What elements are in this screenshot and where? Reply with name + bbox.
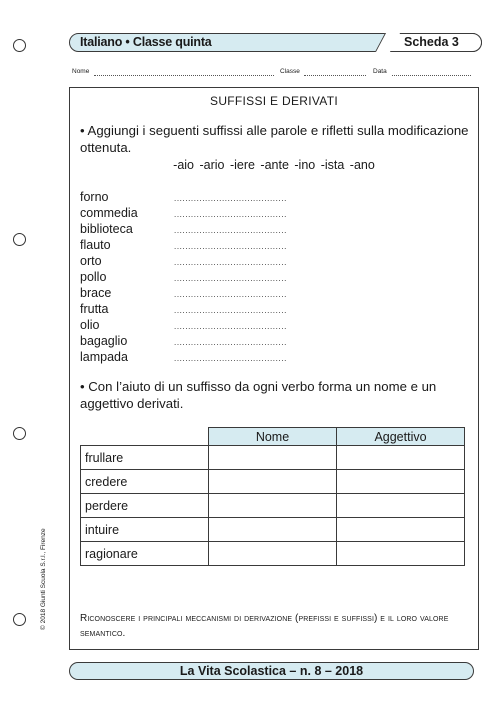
binder-hole-1	[13, 39, 26, 52]
answer-line[interactable]: ........................................	[174, 258, 287, 267]
nome-answer-cell[interactable]	[209, 542, 337, 566]
nome-label: Nome	[72, 68, 90, 75]
header-tab	[389, 33, 482, 52]
verb-cell: frullare	[81, 446, 209, 470]
header-title: Italiano • Classe quinta	[80, 35, 212, 49]
word-row	[80, 238, 310, 254]
footer-bar	[69, 662, 474, 680]
worksheet-content	[69, 87, 479, 650]
data-field[interactable]	[392, 75, 471, 76]
base-word: bagaglio	[80, 334, 128, 348]
column-header-nome: Nome	[209, 428, 337, 446]
base-word: forno	[80, 190, 109, 204]
answer-line[interactable]: ........................................	[174, 322, 287, 331]
exercise-1-instruction: • Aggiungi i seguenti suffissi alle parole e rifletti sulla modificazione ottenuta.	[80, 123, 469, 155]
learning-objective: Riconoscere i principali meccanismi di derivazione (prefissi e suffissi) e il loro valore semantico.	[80, 613, 449, 639]
derivation-table	[80, 427, 465, 566]
nome-answer-cell[interactable]	[209, 470, 337, 494]
answer-line[interactable]: ........................................	[174, 210, 287, 219]
answer-line[interactable]: ........................................	[174, 194, 287, 203]
student-fields	[72, 68, 472, 80]
verb-cell: ragionare	[81, 542, 209, 566]
binder-hole-2	[13, 233, 26, 246]
nome-answer-cell[interactable]	[209, 446, 337, 470]
binder-hole-3	[13, 427, 26, 440]
base-word: commedia	[80, 206, 138, 220]
header-bar	[69, 33, 482, 52]
worksheet-title: SUFFISSI E DERIVATI	[210, 94, 338, 108]
suffix-list: -aio -ario -iere -ante -ino -ista -ano	[173, 158, 375, 172]
table-row	[81, 542, 465, 566]
aggettivo-answer-cell[interactable]	[337, 542, 465, 566]
answer-line[interactable]: ........................................	[174, 354, 287, 363]
aggettivo-answer-cell[interactable]	[337, 518, 465, 542]
word-row	[80, 270, 310, 286]
exercise-2-instruction: • Con l’aiuto di un suffisso da ogni verbo forma un nome e un aggettivo derivati.	[80, 379, 437, 411]
word-row	[80, 206, 310, 222]
base-word: lampada	[80, 350, 128, 364]
word-row	[80, 334, 310, 350]
column-header-aggettivo: Aggettivo	[337, 428, 465, 446]
word-row	[80, 286, 310, 302]
verb-cell: intuire	[81, 518, 209, 542]
aggettivo-answer-cell[interactable]	[337, 494, 465, 518]
nome-answer-cell[interactable]	[209, 494, 337, 518]
verb-cell: perdere	[81, 494, 209, 518]
footer-text: La Vita Scolastica – n. 8 – 2018	[179, 664, 364, 678]
table-row	[81, 470, 465, 494]
word-row	[80, 190, 310, 206]
base-word: frutta	[80, 302, 109, 316]
aggettivo-answer-cell[interactable]	[337, 446, 465, 470]
classe-label: Classe	[280, 68, 300, 75]
nome-answer-cell[interactable]	[209, 518, 337, 542]
table-row	[81, 518, 465, 542]
base-word: olio	[80, 318, 100, 332]
base-word: orto	[80, 254, 102, 268]
data-label: Data	[373, 68, 387, 75]
answer-line[interactable]: ........................................	[174, 306, 287, 315]
base-word: biblioteca	[80, 222, 133, 236]
answer-line[interactable]: ........................................	[174, 290, 287, 299]
classe-field[interactable]	[304, 75, 366, 76]
copyright-notice: © 2018 Giunti Scuola S.r.l., Firenze	[40, 528, 47, 630]
base-word: flauto	[80, 238, 111, 252]
answer-line[interactable]: ........................................	[174, 274, 287, 283]
table-row	[81, 494, 465, 518]
binder-hole-4	[13, 613, 26, 626]
scheda-label: Scheda 3	[404, 35, 459, 49]
word-row	[80, 318, 310, 334]
answer-line[interactable]: ........................................	[174, 226, 287, 235]
verb-cell: credere	[81, 470, 209, 494]
base-word: pollo	[80, 270, 107, 284]
word-row	[80, 350, 310, 366]
table-corner	[81, 428, 209, 446]
word-row	[80, 254, 310, 270]
answer-line[interactable]: ........................................	[174, 338, 287, 347]
answer-line[interactable]: ........................................	[174, 242, 287, 251]
word-row	[80, 302, 310, 318]
table-row	[81, 446, 465, 470]
base-word: brace	[80, 286, 112, 300]
aggettivo-answer-cell[interactable]	[337, 470, 465, 494]
word-row	[80, 222, 310, 238]
nome-field[interactable]	[94, 75, 274, 76]
